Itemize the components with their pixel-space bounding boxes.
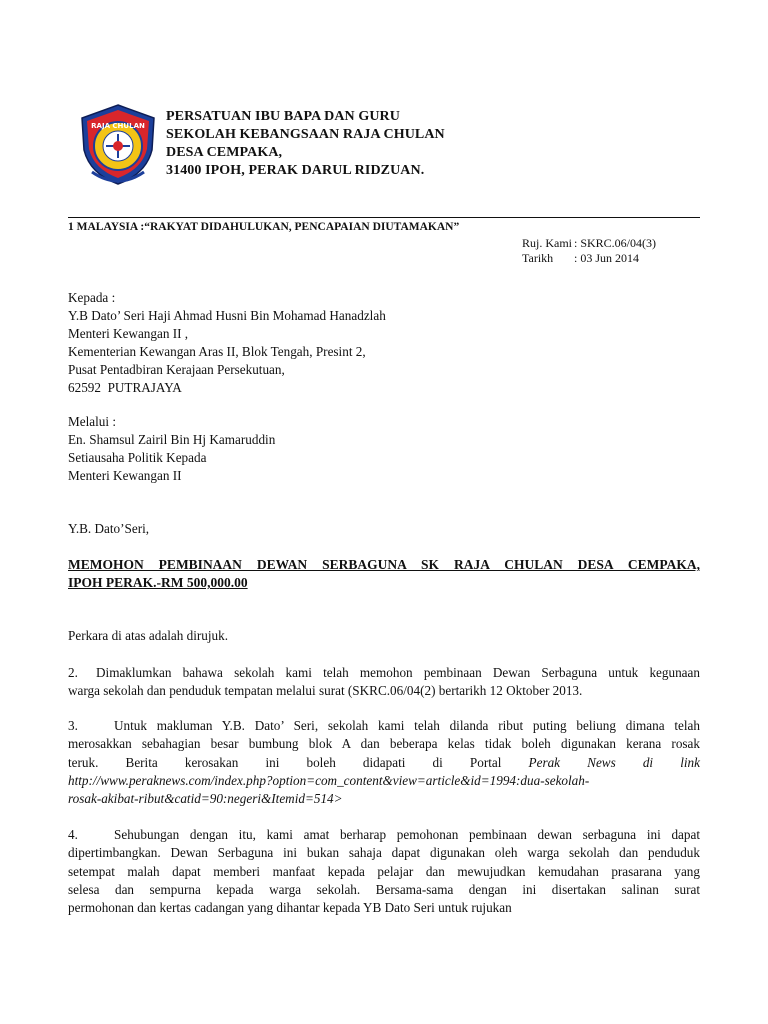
paragraph-number: 2. [68,665,78,680]
via-label: Melalui : [68,414,116,429]
paragraph-4: 4. Sehubungan dengan itu, kami amat berharap pemohonan pembinaan dewan serbaguna ini dapat dipertimbangkan. Dewan Serbaguna ini bukan sahaja dapat digunakan oleh warga sekolah dan penduduk setempat malah dapat memberi manfaat kepada pelajar dan mewujudkan kemudahan prasarana yang selesa dan sempurna kepada warga sekolah. Bersama-sama dengan ini disertakan salinan surat permohonan dan kertas cadangan yang dihantar kepada YB Dato Seri untuk rujukan [68,827,700,916]
address-line-2: 31400 IPOH, PERAK DARUL RIDZUAN. [166,163,425,178]
paragraph-2: 2. Dimaklumkan bahawa sekolah kami telah memohon pembinaan Dewan Serbaguna untuk kegunaan warga sekolah dan penduduk tempatan melalui surat (SKRC.06/04(2) bertarikh 12 Oktober 2013. [68,665,700,699]
motto: 1 MALAYSIA :“RAKYAT DIDAHULUKAN, PENCAPAIAN DIUTAMAKAN” [68,221,460,233]
recipient-line: Menteri Kewangan II , [68,326,189,341]
ref-value: : SKRC.06/04(3) [574,236,657,250]
paragraph-number: 4. [68,827,78,842]
recipient-line: 62592 PUTRAJAYA [68,380,182,395]
ref-label: Ruj. Kami [522,236,572,250]
recipient-line: Y.B Dato’ Seri Haji Ahmad Husni Bin Mohamad Hanadzlah [68,308,386,323]
org-name: PERSATUAN IBU BAPA DAN GURU [166,109,400,124]
salutation: Y.B. Dato’Seri, [68,521,150,536]
letterhead [166,108,445,180]
paragraph-3: 3. Untuk makluman Y.B. Dato’ Seri, sekolah kami telah dilanda ribut puting beliung dimana telah merosakkan sebahagian besar bumbung blok A dan beberapa kelas tidak boleh digunakan kerana rosak teruk. Berita kerosakan ini boleh didapati di Portal Perak News di link http://www.peraknews.com/index.php?option=com_content&view=article&id=1994:dua-sekolah- rosak-akibat-ribut&catid=90:negeri&Itemid=514> [68,717,700,808]
date-label: Tarikh [522,251,554,265]
recipient-label: Kepada : [68,290,116,305]
article-link[interactable]: http://www.peraknews.com/index.php?option=com_content&view=article&id=1994:dua-sekolah- [68,772,590,788]
reference-block [522,236,656,266]
via-line: Setiausaha Politik Kepada [68,450,207,465]
paragraph-number: 3. [68,718,78,733]
portal-name: Perak News di link [528,754,700,770]
via-line: En. Shamsul Zairil Bin Hj Kamaruddin [68,432,276,447]
date-value: : 03 Jun 2014 [574,251,640,265]
recipient-line: Pusat Pentadbiran Kerajaan Persekutuan, [68,362,285,377]
header-divider [68,217,700,218]
school-crest-logo [76,102,160,186]
subject-line-1: MEMOHON PEMBINAAN DEWAN SERBAGUNA SK RAJA CHULAN DESA CEMPAKA, [68,557,700,572]
recipient-block [68,289,386,397]
recipient-line: Kementerian Kewangan Aras II, Blok Tengah, Presint 2, [68,344,366,359]
school-name: SEKOLAH KEBANGSAAN RAJA CHULAN [166,127,445,142]
crest-text: RAJA CHULAN [91,122,145,130]
subject-line-2: IPOH PERAK.-RM 500,000.00 [68,575,248,590]
article-link-cont[interactable]: rosak-akibat-ribut&catid=90:negeri&Itemid=514> [68,791,343,807]
paragraph-1: Perkara di atas adalah dirujuk. [68,628,229,643]
via-line: Menteri Kewangan II [68,468,182,483]
address-line-1: DESA CEMPAKA, [166,145,283,160]
via-block [68,413,275,485]
